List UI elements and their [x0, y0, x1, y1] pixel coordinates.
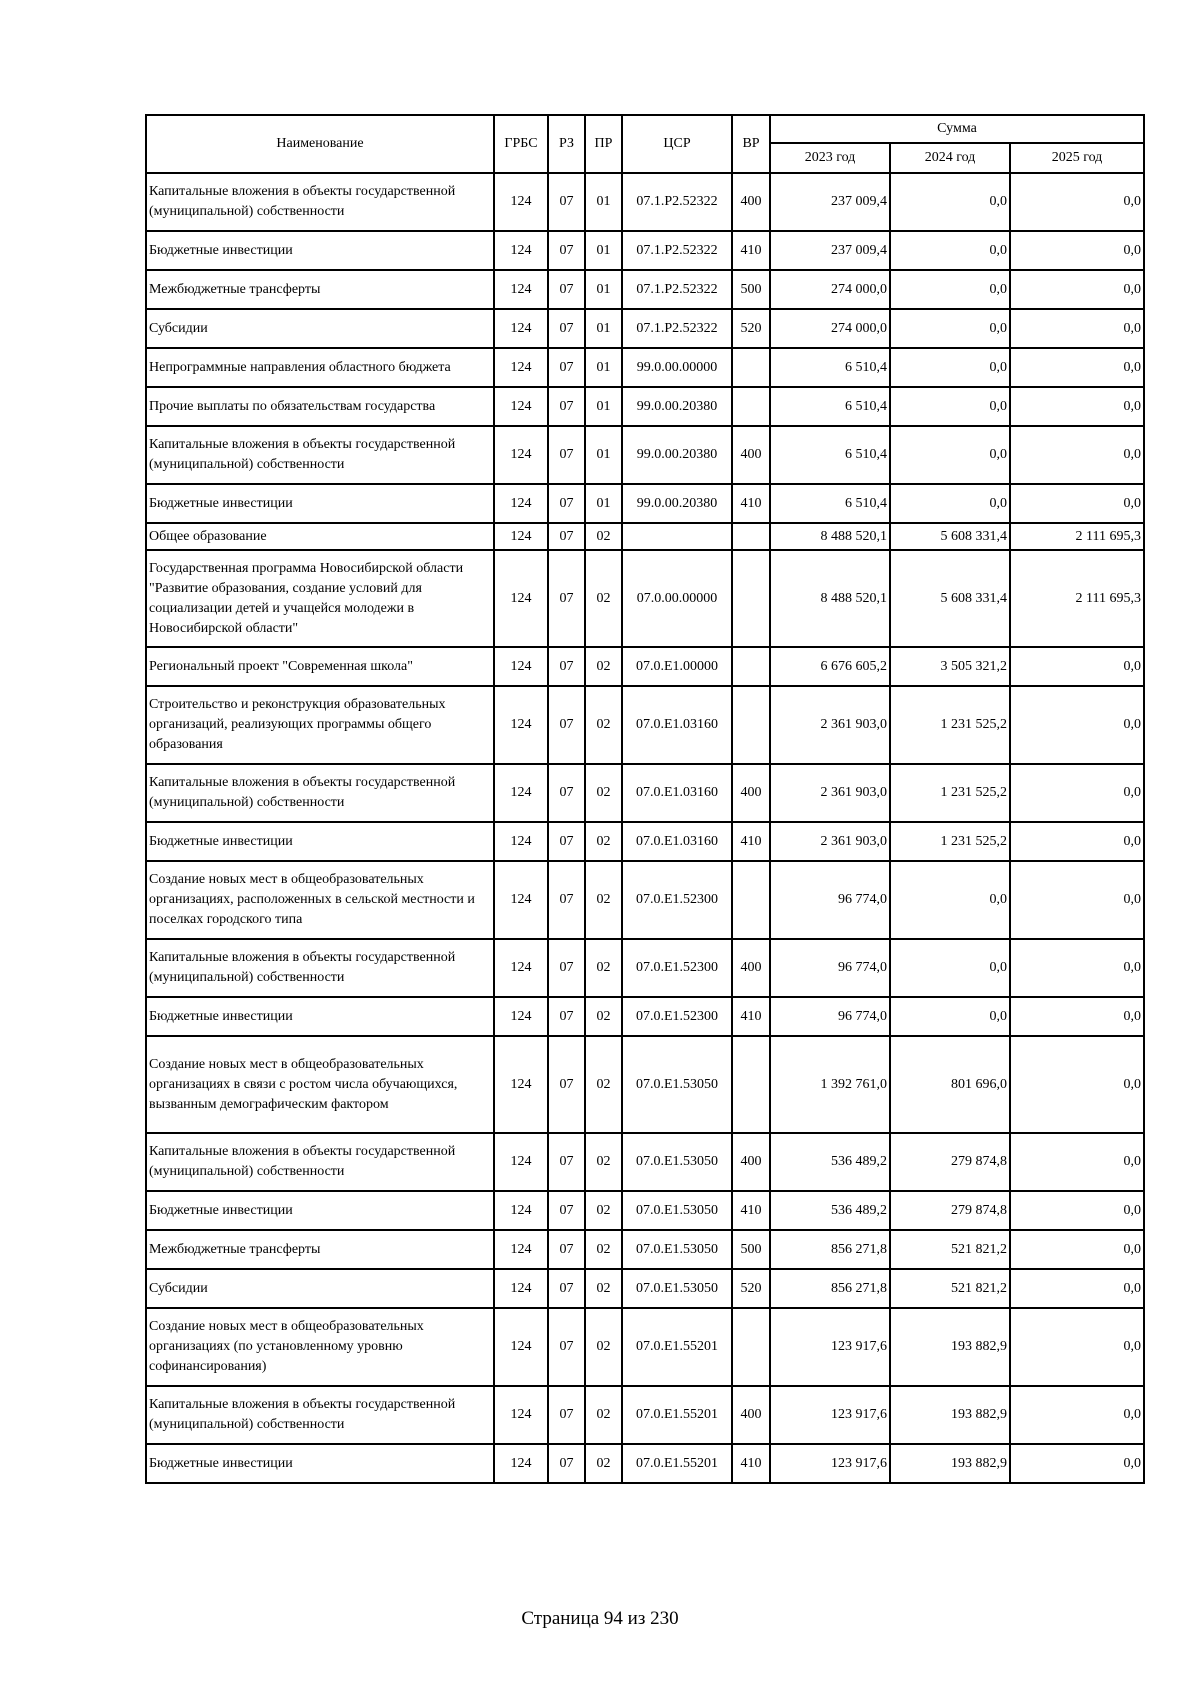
- cell-csr: 07.0.Е1.55201: [622, 1444, 732, 1483]
- cell-sum-2024: 1 231 525,2: [890, 686, 1010, 764]
- cell-sum-2023: 6 510,4: [770, 348, 890, 387]
- cell-pr: 02: [585, 550, 622, 647]
- cell-csr: 07.0.Е1.52300: [622, 939, 732, 997]
- cell-vr: [732, 550, 770, 647]
- cell-grbs: 124: [494, 647, 548, 686]
- cell-sum-2023: 237 009,4: [770, 173, 890, 231]
- cell-sum-2025: 0,0: [1010, 484, 1144, 523]
- table-body: [146, 173, 1144, 1483]
- cell-sum-2025: 0,0: [1010, 939, 1144, 997]
- cell-name: Межбюджетные трансферты: [146, 1230, 494, 1269]
- cell-pr: 02: [585, 1191, 622, 1230]
- cell-pr: 01: [585, 231, 622, 270]
- cell-grbs: 124: [494, 822, 548, 861]
- cell-vr: [732, 348, 770, 387]
- cell-vr: [732, 686, 770, 764]
- table-row: [146, 861, 1144, 939]
- cell-sum-2023: 274 000,0: [770, 309, 890, 348]
- cell-vr: 400: [732, 764, 770, 822]
- table-row: [146, 426, 1144, 484]
- cell-sum-2025: 0,0: [1010, 647, 1144, 686]
- cell-sum-2023: 8 488 520,1: [770, 550, 890, 647]
- cell-sum-2024: 5 608 331,4: [890, 523, 1010, 550]
- cell-sum-2023: 123 917,6: [770, 1308, 890, 1386]
- cell-name: Капитальные вложения в объекты государственной (муниципальной) собственности: [146, 1386, 494, 1444]
- table-row: [146, 523, 1144, 550]
- cell-sum-2024: 0,0: [890, 426, 1010, 484]
- cell-csr: 07.0.Е1.03160: [622, 686, 732, 764]
- header-pr: ПР: [585, 115, 622, 173]
- cell-vr: [732, 387, 770, 426]
- cell-sum-2024: 801 696,0: [890, 1036, 1010, 1133]
- cell-sum-2023: 536 489,2: [770, 1133, 890, 1191]
- cell-vr: 400: [732, 426, 770, 484]
- cell-grbs: 124: [494, 309, 548, 348]
- cell-csr: 99.0.00.00000: [622, 348, 732, 387]
- cell-pr: 02: [585, 1308, 622, 1386]
- header-sum: Сумма: [770, 115, 1144, 143]
- table-row: [146, 173, 1144, 231]
- cell-name: Прочие выплаты по обязательствам государства: [146, 387, 494, 426]
- cell-csr: 07.1.Р2.52322: [622, 270, 732, 309]
- cell-csr: 07.0.00.00000: [622, 550, 732, 647]
- cell-pr: 01: [585, 387, 622, 426]
- cell-grbs: 124: [494, 1386, 548, 1444]
- cell-sum-2023: 2 361 903,0: [770, 764, 890, 822]
- cell-sum-2023: 1 392 761,0: [770, 1036, 890, 1133]
- cell-csr: 07.0.Е1.53050: [622, 1269, 732, 1308]
- cell-pr: 02: [585, 1269, 622, 1308]
- cell-name: Государственная программа Новосибирской области "Развитие образования, создание условий для социализации детей и учащейся молодежи в Новосибирской области": [146, 550, 494, 647]
- cell-sum-2025: 0,0: [1010, 1230, 1144, 1269]
- cell-name: Субсидии: [146, 1269, 494, 1308]
- cell-rz: 07: [548, 1230, 585, 1269]
- cell-sum-2024: 1 231 525,2: [890, 822, 1010, 861]
- cell-pr: 02: [585, 523, 622, 550]
- cell-rz: 07: [548, 550, 585, 647]
- cell-sum-2024: 1 231 525,2: [890, 764, 1010, 822]
- cell-rz: 07: [548, 523, 585, 550]
- cell-pr: 01: [585, 173, 622, 231]
- cell-grbs: 124: [494, 231, 548, 270]
- cell-vr: 400: [732, 1386, 770, 1444]
- cell-sum-2025: 2 111 695,3: [1010, 523, 1144, 550]
- cell-sum-2024: 0,0: [890, 484, 1010, 523]
- cell-pr: 02: [585, 997, 622, 1036]
- cell-name: Бюджетные инвестиции: [146, 484, 494, 523]
- cell-grbs: 124: [494, 1308, 548, 1386]
- cell-grbs: 124: [494, 348, 548, 387]
- cell-grbs: 124: [494, 764, 548, 822]
- table-row: [146, 484, 1144, 523]
- cell-sum-2024: 0,0: [890, 861, 1010, 939]
- cell-csr: 07.1.Р2.52322: [622, 309, 732, 348]
- cell-grbs: 124: [494, 173, 548, 231]
- cell-vr: 410: [732, 1444, 770, 1483]
- table-row: [146, 1269, 1144, 1308]
- cell-grbs: 124: [494, 387, 548, 426]
- cell-sum-2025: 0,0: [1010, 270, 1144, 309]
- cell-sum-2023: 96 774,0: [770, 997, 890, 1036]
- cell-pr: 02: [585, 764, 622, 822]
- cell-sum-2023: 274 000,0: [770, 270, 890, 309]
- cell-rz: 07: [548, 647, 585, 686]
- table-row: [146, 1386, 1144, 1444]
- cell-sum-2024: 0,0: [890, 270, 1010, 309]
- header-year-2025: 2025 год: [1010, 143, 1144, 173]
- cell-pr: 02: [585, 939, 622, 997]
- cell-sum-2024: 3 505 321,2: [890, 647, 1010, 686]
- cell-name: Бюджетные инвестиции: [146, 1444, 494, 1483]
- cell-sum-2023: 6 510,4: [770, 426, 890, 484]
- cell-sum-2024: 0,0: [890, 997, 1010, 1036]
- cell-csr: 07.1.Р2.52322: [622, 231, 732, 270]
- table-header: [146, 115, 1144, 173]
- cell-grbs: 124: [494, 484, 548, 523]
- cell-sum-2025: 0,0: [1010, 231, 1144, 270]
- cell-vr: 410: [732, 484, 770, 523]
- cell-name: Капитальные вложения в объекты государственной (муниципальной) собственности: [146, 426, 494, 484]
- cell-grbs: 124: [494, 1444, 548, 1483]
- cell-sum-2025: 0,0: [1010, 764, 1144, 822]
- cell-sum-2025: 0,0: [1010, 1269, 1144, 1308]
- cell-sum-2023: 6 510,4: [770, 387, 890, 426]
- cell-pr: 01: [585, 270, 622, 309]
- table-row: [146, 1036, 1144, 1133]
- cell-sum-2024: 5 608 331,4: [890, 550, 1010, 647]
- cell-sum-2023: 237 009,4: [770, 231, 890, 270]
- cell-rz: 07: [548, 822, 585, 861]
- table-row: [146, 1230, 1144, 1269]
- cell-rz: 07: [548, 1386, 585, 1444]
- cell-name: Межбюджетные трансферты: [146, 270, 494, 309]
- cell-pr: 02: [585, 1133, 622, 1191]
- table-row: [146, 1191, 1144, 1230]
- cell-csr: 07.0.Е1.03160: [622, 822, 732, 861]
- cell-sum-2023: 123 917,6: [770, 1444, 890, 1483]
- cell-name: Капитальные вложения в объекты государственной (муниципальной) собственности: [146, 764, 494, 822]
- header-csr: ЦСР: [622, 115, 732, 173]
- header-year-2023: 2023 год: [770, 143, 890, 173]
- cell-rz: 07: [548, 1308, 585, 1386]
- cell-grbs: 124: [494, 550, 548, 647]
- cell-csr: 07.0.Е1.53050: [622, 1191, 732, 1230]
- cell-rz: 07: [548, 1269, 585, 1308]
- cell-grbs: 124: [494, 1036, 548, 1133]
- cell-sum-2024: 521 821,2: [890, 1230, 1010, 1269]
- cell-name: Бюджетные инвестиции: [146, 1191, 494, 1230]
- cell-sum-2023: 856 271,8: [770, 1230, 890, 1269]
- cell-grbs: 124: [494, 861, 548, 939]
- cell-sum-2025: 0,0: [1010, 387, 1144, 426]
- header-year-2024: 2024 год: [890, 143, 1010, 173]
- page-number: Страница 94 из 230: [521, 1608, 679, 1629]
- cell-name: Региональный проект "Современная школа": [146, 647, 494, 686]
- cell-grbs: 124: [494, 1269, 548, 1308]
- cell-pr: 01: [585, 484, 622, 523]
- cell-csr: 99.0.00.20380: [622, 387, 732, 426]
- cell-sum-2024: 521 821,2: [890, 1269, 1010, 1308]
- budget-table: [145, 114, 1145, 1484]
- cell-name: Капитальные вложения в объекты государственной (муниципальной) собственности: [146, 173, 494, 231]
- table-row: [146, 309, 1144, 348]
- cell-rz: 07: [548, 939, 585, 997]
- cell-pr: 02: [585, 647, 622, 686]
- cell-grbs: 124: [494, 1133, 548, 1191]
- cell-sum-2025: 0,0: [1010, 1133, 1144, 1191]
- cell-vr: 410: [732, 231, 770, 270]
- cell-sum-2025: 0,0: [1010, 861, 1144, 939]
- cell-name: Создание новых мест в общеобразовательных организациях, расположенных в сельской местности и поселках городского типа: [146, 861, 494, 939]
- cell-sum-2023: 536 489,2: [770, 1191, 890, 1230]
- cell-sum-2024: 0,0: [890, 939, 1010, 997]
- cell-sum-2025: 0,0: [1010, 1308, 1144, 1386]
- cell-sum-2024: 0,0: [890, 348, 1010, 387]
- cell-sum-2024: 0,0: [890, 387, 1010, 426]
- table-row: [146, 764, 1144, 822]
- cell-pr: 01: [585, 426, 622, 484]
- cell-grbs: 124: [494, 1230, 548, 1269]
- cell-sum-2023: 123 917,6: [770, 1386, 890, 1444]
- cell-pr: 02: [585, 1230, 622, 1269]
- cell-csr: 07.0.Е1.55201: [622, 1308, 732, 1386]
- cell-rz: 07: [548, 270, 585, 309]
- cell-grbs: 124: [494, 523, 548, 550]
- table-row: [146, 231, 1144, 270]
- cell-sum-2023: 856 271,8: [770, 1269, 890, 1308]
- cell-pr: 01: [585, 309, 622, 348]
- cell-grbs: 124: [494, 686, 548, 764]
- cell-vr: [732, 1036, 770, 1133]
- cell-sum-2024: 193 882,9: [890, 1444, 1010, 1483]
- cell-sum-2023: 8 488 520,1: [770, 523, 890, 550]
- cell-name: Общее образование: [146, 523, 494, 550]
- cell-csr: 07.0.Е1.55201: [622, 1386, 732, 1444]
- cell-name: Бюджетные инвестиции: [146, 822, 494, 861]
- cell-vr: 520: [732, 309, 770, 348]
- cell-rz: 07: [548, 1444, 585, 1483]
- cell-pr: 02: [585, 1444, 622, 1483]
- cell-csr: 07.0.Е1.53050: [622, 1230, 732, 1269]
- cell-csr: 07.0.Е1.53050: [622, 1036, 732, 1133]
- table-row: [146, 348, 1144, 387]
- table-row: [146, 939, 1144, 997]
- cell-rz: 07: [548, 231, 585, 270]
- cell-vr: 400: [732, 1133, 770, 1191]
- cell-name: Непрограммные направления областного бюджета: [146, 348, 494, 387]
- cell-rz: 07: [548, 1133, 585, 1191]
- cell-sum-2025: 0,0: [1010, 348, 1144, 387]
- table-row: [146, 686, 1144, 764]
- cell-grbs: 124: [494, 270, 548, 309]
- cell-sum-2024: 0,0: [890, 173, 1010, 231]
- cell-csr: 99.0.00.20380: [622, 426, 732, 484]
- cell-sum-2025: 0,0: [1010, 686, 1144, 764]
- cell-sum-2025: 0,0: [1010, 309, 1144, 348]
- cell-vr: 410: [732, 1191, 770, 1230]
- cell-sum-2025: 2 111 695,3: [1010, 550, 1144, 647]
- cell-vr: 400: [732, 939, 770, 997]
- cell-sum-2024: 279 874,8: [890, 1133, 1010, 1191]
- cell-vr: [732, 523, 770, 550]
- cell-name: Создание новых мест в общеобразовательных организациях в связи с ростом числа обучающихся, вызванным демографическим фактором: [146, 1036, 494, 1133]
- table-row: [146, 1308, 1144, 1386]
- table-row: [146, 1133, 1144, 1191]
- table-row: [146, 997, 1144, 1036]
- cell-grbs: 124: [494, 997, 548, 1036]
- cell-name: Капитальные вложения в объекты государственной (муниципальной) собственности: [146, 1133, 494, 1191]
- cell-sum-2023: 6 510,4: [770, 484, 890, 523]
- cell-csr: [622, 523, 732, 550]
- cell-name: Бюджетные инвестиции: [146, 231, 494, 270]
- cell-sum-2025: 0,0: [1010, 1036, 1144, 1133]
- cell-rz: 07: [548, 484, 585, 523]
- header-rz: РЗ: [548, 115, 585, 173]
- header-vr: ВР: [732, 115, 770, 173]
- header-name: Наименование: [146, 115, 494, 173]
- cell-vr: [732, 861, 770, 939]
- cell-rz: 07: [548, 997, 585, 1036]
- cell-sum-2023: 96 774,0: [770, 861, 890, 939]
- cell-rz: 07: [548, 426, 585, 484]
- cell-sum-2024: 193 882,9: [890, 1386, 1010, 1444]
- table-row: [146, 822, 1144, 861]
- cell-vr: 500: [732, 270, 770, 309]
- cell-sum-2025: 0,0: [1010, 997, 1144, 1036]
- cell-name: Субсидии: [146, 309, 494, 348]
- cell-vr: [732, 647, 770, 686]
- cell-sum-2025: 0,0: [1010, 1386, 1144, 1444]
- cell-sum-2025: 0,0: [1010, 822, 1144, 861]
- cell-sum-2023: 2 361 903,0: [770, 686, 890, 764]
- cell-csr: 07.0.Е1.53050: [622, 1133, 732, 1191]
- table-row: [146, 387, 1144, 426]
- cell-rz: 07: [548, 387, 585, 426]
- cell-vr: 410: [732, 822, 770, 861]
- cell-rz: 07: [548, 1036, 585, 1133]
- cell-vr: 410: [732, 997, 770, 1036]
- cell-vr: 400: [732, 173, 770, 231]
- cell-grbs: 124: [494, 426, 548, 484]
- header-grbs: ГРБС: [494, 115, 548, 173]
- cell-rz: 07: [548, 348, 585, 387]
- cell-grbs: 124: [494, 1191, 548, 1230]
- cell-name: Бюджетные инвестиции: [146, 997, 494, 1036]
- cell-csr: 07.0.Е1.00000: [622, 647, 732, 686]
- cell-pr: 01: [585, 348, 622, 387]
- cell-name: Строительство и реконструкция образовательных организаций, реализующих программы общего образования: [146, 686, 494, 764]
- cell-vr: [732, 1308, 770, 1386]
- cell-pr: 02: [585, 1036, 622, 1133]
- cell-name: Создание новых мест в общеобразовательных организациях (по установленному уровню софинансирования): [146, 1308, 494, 1386]
- cell-sum-2025: 0,0: [1010, 173, 1144, 231]
- cell-sum-2024: 0,0: [890, 309, 1010, 348]
- cell-sum-2024: 193 882,9: [890, 1308, 1010, 1386]
- cell-pr: 02: [585, 861, 622, 939]
- cell-sum-2025: 0,0: [1010, 426, 1144, 484]
- cell-vr: 500: [732, 1230, 770, 1269]
- cell-csr: 07.1.Р2.52322: [622, 173, 732, 231]
- cell-rz: 07: [548, 309, 585, 348]
- table-row: [146, 550, 1144, 647]
- cell-csr: 07.0.Е1.03160: [622, 764, 732, 822]
- cell-csr: 99.0.00.20380: [622, 484, 732, 523]
- cell-rz: 07: [548, 686, 585, 764]
- cell-sum-2025: 0,0: [1010, 1191, 1144, 1230]
- cell-pr: 02: [585, 686, 622, 764]
- cell-sum-2024: 279 874,8: [890, 1191, 1010, 1230]
- cell-sum-2023: 2 361 903,0: [770, 822, 890, 861]
- cell-rz: 07: [548, 764, 585, 822]
- cell-pr: 02: [585, 1386, 622, 1444]
- table-row: [146, 647, 1144, 686]
- cell-pr: 02: [585, 822, 622, 861]
- cell-sum-2023: 6 676 605,2: [770, 647, 890, 686]
- cell-csr: 07.0.Е1.52300: [622, 861, 732, 939]
- cell-sum-2024: 0,0: [890, 231, 1010, 270]
- cell-vr: 520: [732, 1269, 770, 1308]
- table-row: [146, 1444, 1144, 1483]
- cell-name: Капитальные вложения в объекты государственной (муниципальной) собственности: [146, 939, 494, 997]
- cell-rz: 07: [548, 173, 585, 231]
- cell-csr: 07.0.Е1.52300: [622, 997, 732, 1036]
- cell-sum-2025: 0,0: [1010, 1444, 1144, 1483]
- table-row: [146, 270, 1144, 309]
- cell-rz: 07: [548, 1191, 585, 1230]
- cell-rz: 07: [548, 861, 585, 939]
- cell-sum-2023: 96 774,0: [770, 939, 890, 997]
- cell-grbs: 124: [494, 939, 548, 997]
